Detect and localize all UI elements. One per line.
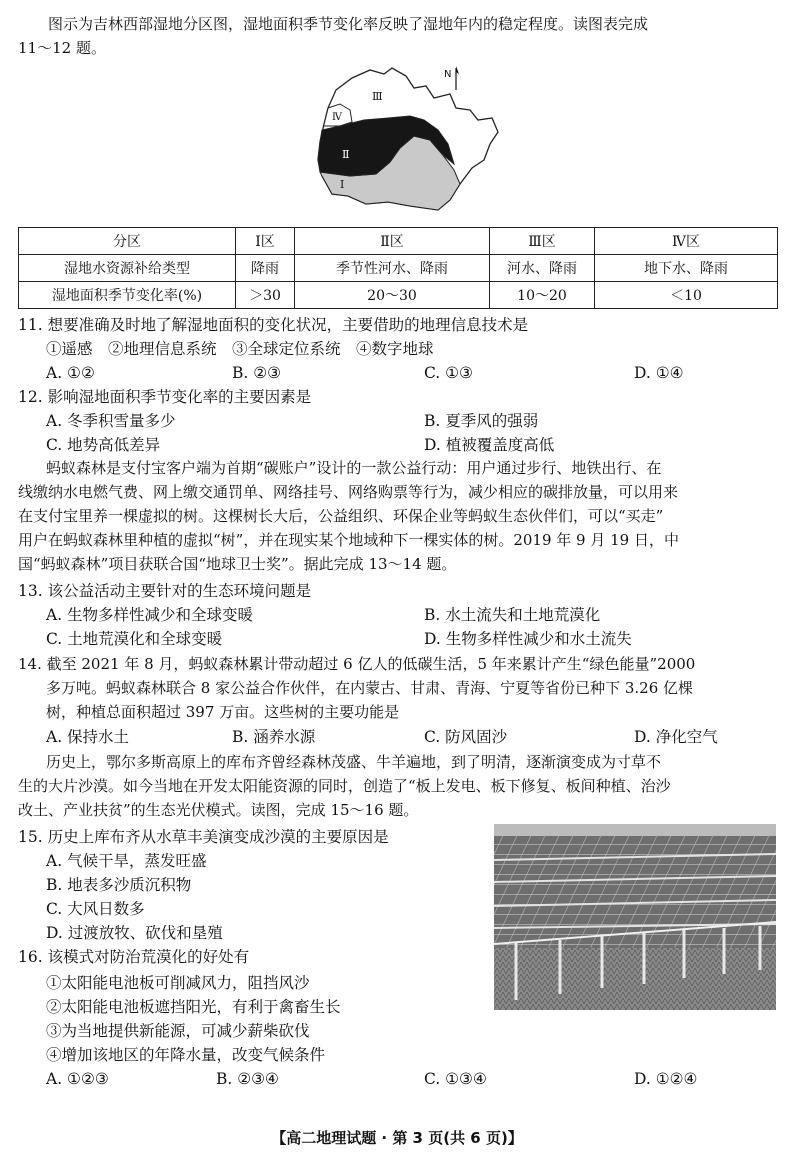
q11-option-a[interactable]: A. ①② bbox=[46, 364, 95, 382]
north-label: N bbox=[444, 69, 452, 80]
q13-option-d[interactable]: D. 生物多样性减少和水土流失 bbox=[424, 630, 632, 648]
q12-stem: 12. 影响湿地面积季节变化率的主要因素是 bbox=[18, 388, 312, 406]
table-header-cell: Ⅰ区 bbox=[236, 228, 295, 255]
q11-items: ①遥感 ②地理信息系统 ③全球定位系统 ④数字地球 bbox=[46, 340, 434, 358]
passage2-line-5: 国“蚂蚁森林”项目获联合国“地球卫士奖”。据此完成 13～14 题。 bbox=[18, 555, 457, 573]
q15-option-a[interactable]: A. 气候干旱，蒸发旺盛 bbox=[46, 852, 207, 870]
table-header-cell: 分区 bbox=[19, 228, 236, 255]
passage3-line-3: 改土、产业扶贫”的生态光伏模式。读图，完成 15～16 题。 bbox=[18, 801, 419, 819]
q14-stem-line-2: 多万吨。蚂蚁森林联合 8 家公益合作伙伴，在内蒙古、甘肃、青海、宁夏等省份已种下 3.26 亿棵 bbox=[46, 679, 694, 697]
q13-option-c[interactable]: C. 土地荒漠化和全球变暖 bbox=[46, 630, 223, 648]
wetland-zoning-map bbox=[292, 64, 508, 214]
table-cell: 地下水、降雨 bbox=[595, 255, 778, 282]
zone-3-label: Ⅲ bbox=[372, 90, 383, 103]
q16-item-1: ①太阳能电池板可削减风力，阻挡风沙 bbox=[46, 974, 310, 992]
q13-option-a[interactable]: A. 生物多样性减少和全球变暖 bbox=[46, 606, 254, 624]
zone-1-label: Ⅰ bbox=[340, 178, 345, 191]
q14-option-b[interactable]: B. 涵养水源 bbox=[232, 728, 316, 746]
table-cell: 季节性河水、降雨 bbox=[295, 255, 490, 282]
table-cell: 10～20 bbox=[490, 282, 595, 309]
intro-line-2: 11～12 题。 bbox=[18, 39, 106, 57]
q16-item-2: ②太阳能电池板遮挡阳光，有利于禽畜生长 bbox=[46, 998, 341, 1016]
q16-item-3: ③为当地提供新能源，可减少薪柴砍伐 bbox=[46, 1022, 310, 1040]
passage2-line-3: 在支付宝里养一棵虚拟的树。这棵树长大后，公益组织、环保企业等蚂蚁生态伙伴们，可以“买走” bbox=[18, 507, 664, 525]
table-header-cell: Ⅲ区 bbox=[490, 228, 595, 255]
solar-panel-photo bbox=[494, 824, 776, 1010]
zone-2-label: Ⅱ bbox=[342, 148, 350, 161]
q13-option-b[interactable]: B. 水土流失和土地荒漠化 bbox=[424, 606, 601, 624]
q14-option-d[interactable]: D. 净化空气 bbox=[634, 728, 718, 746]
q16-option-a[interactable]: A. ①②③ bbox=[46, 1070, 109, 1088]
passage3-line-2: 生的大片沙漠。如今当地在开发太阳能资源的同时，创造了“板上发电、板下修复、板间种植、治沙 bbox=[18, 777, 671, 795]
table-cell: ＞30 bbox=[236, 282, 295, 309]
passage2-line-4: 用户在蚂蚁森林里种植的虚拟“树”，并在现实某个地域种下一棵实体的树。2019 年 9 月 19 日，中 bbox=[18, 531, 679, 549]
table-cell: ＜10 bbox=[595, 282, 778, 309]
q11-option-b[interactable]: B. ②③ bbox=[232, 364, 282, 382]
q16-option-c[interactable]: C. ①③④ bbox=[424, 1070, 487, 1088]
passage3-line-1: 历史上，鄂尔多斯高原上的库布齐曾经森林茂盛、牛羊遍地，到了明清，逐渐演变成为寸草不 bbox=[46, 753, 662, 771]
q14-option-c[interactable]: C. 防风固沙 bbox=[424, 728, 508, 746]
q11-option-d[interactable]: D. ①④ bbox=[634, 364, 684, 382]
q12-option-b[interactable]: B. 夏季风的强弱 bbox=[424, 412, 539, 430]
q11-option-c[interactable]: C. ①③ bbox=[424, 364, 473, 382]
q15-stem: 15. 历史上库布齐从水草丰美演变成沙漠的主要原因是 bbox=[18, 828, 389, 846]
q15-option-c[interactable]: C. 大风日数多 bbox=[46, 900, 145, 918]
q14-stem-line-3: 树，种植总面积超过 397 万亩。这些树的主要功能是 bbox=[46, 703, 400, 721]
q14-option-a[interactable]: A. 保持水土 bbox=[46, 728, 130, 746]
q16-item-4: ④增加该地区的年降水量，改变气候条件 bbox=[46, 1046, 326, 1064]
table-cell: 湿地水资源补给类型 bbox=[19, 255, 236, 282]
q15-option-b[interactable]: B. 地表多沙质沉积物 bbox=[46, 876, 192, 894]
table-cell: 降雨 bbox=[236, 255, 295, 282]
table-header-cell: Ⅳ区 bbox=[595, 228, 778, 255]
table-row bbox=[19, 255, 778, 282]
zone-4-label: Ⅳ bbox=[332, 112, 342, 123]
table-cell: 河水、降雨 bbox=[490, 255, 595, 282]
passage2-line-2: 线缴纳水电燃气费、网上缴交通罚单、网络挂号、网络购票等行为，减少相应的碳排放量，可以用来 bbox=[18, 483, 679, 501]
table-cell: 湿地面积季节变化率(%) bbox=[19, 282, 236, 309]
table-header-cell: Ⅱ区 bbox=[295, 228, 490, 255]
passage2-line-1: 蚂蚁森林是支付宝客户端为首期“碳账户”设计的一款公益行动：用户通过步行、地铁出行、在 bbox=[46, 459, 662, 477]
wetland-table bbox=[18, 227, 778, 309]
q16-stem: 16. 该模式对防治荒漠化的好处有 bbox=[18, 948, 250, 966]
q13-stem: 13. 该公益活动主要针对的生态环境问题是 bbox=[18, 582, 312, 600]
q16-option-b[interactable]: B. ②③④ bbox=[216, 1070, 279, 1088]
q12-option-d[interactable]: D. 植被覆盖度高低 bbox=[424, 436, 555, 454]
page-footer: 【高二地理试题 · 第 3 页(共 6 页)】 bbox=[271, 1129, 523, 1147]
table-row bbox=[19, 282, 778, 309]
q12-option-a[interactable]: A. 冬季积雪量多少 bbox=[46, 412, 176, 430]
q16-option-d[interactable]: D. ①②④ bbox=[634, 1070, 698, 1088]
q14-stem-line-1: 14. 截至 2021 年 8 月，蚂蚁森林累计带动超过 6 亿人的低碳生活，5 年来累计产生“绿色能量”2000 bbox=[18, 655, 696, 673]
q15-option-d[interactable]: D. 过渡放牧、砍伐和垦殖 bbox=[46, 924, 223, 942]
intro-line-1: 图示为吉林西部湿地分区图，湿地面积季节变化率反映了湿地年内的稳定程度。读图表完成 bbox=[48, 15, 649, 33]
q11-stem: 11. 想要准确及时地了解湿地面积的变化状况，主要借助的地理信息技术是 bbox=[18, 316, 529, 334]
q12-option-c[interactable]: C. 地势高低差异 bbox=[46, 436, 161, 454]
table-header-row bbox=[19, 228, 778, 255]
table-cell: 20～30 bbox=[295, 282, 490, 309]
